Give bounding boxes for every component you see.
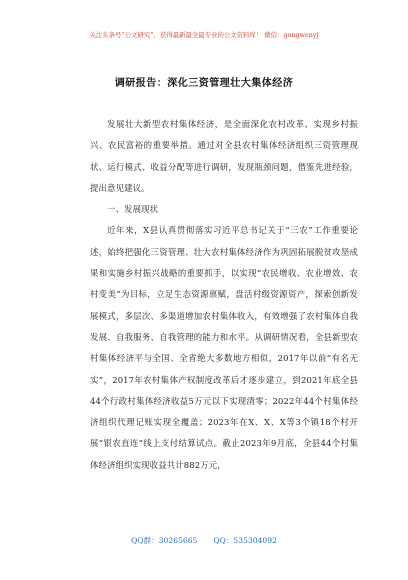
footer-qq-number: QQ：535304092: [213, 536, 277, 545]
document-body: [90, 114, 358, 476]
document-title: 调研报告：深化三资管理壮大集体经济: [114, 78, 294, 89]
header-promo-note: 关注头条号“公文研究”，获得最新最全最专业的公文资料库！ 微信：gongwenyj: [89, 31, 319, 39]
body-paragraph: 近年来，X县认真贯彻落实习近平总书记关于“三农”工作重要论述，始终把强化三资管理、壮大农村集体经济作为巩固拓展脱贫攻坚成果和实施乡村振兴战略的重要抓手，以实现“农民增收、农业增效、农村变美”为目标，立足生态资源禀赋，盘活村级资源资产，探索创新发展模式，多层次、多渠道增加农村集体收入，有效增强了农村集体自我发展、自我服务、自我管理的能力和水平。从调研情况看，全县新型农村集体经济平与全国、全省绝大多数地方相似，2017年以前“有名无实”，2017年农村集体产权制度改革后才逐步建立，到2021年底全县44个行政村集体经济收益5万元以下实现清零；2022年44个村集体经济组织代理记账实现全覆盖；2023年在X、X、X等3个镇18个村开展“银农直连”线上支付结算试点。截止2023年9月底，全县44个村集体经济组织实现收益共计882万元，: [90, 225, 358, 470]
footer-contact: [0, 535, 408, 546]
section-heading-development-status: 一、发展现状: [107, 204, 159, 215]
footer-qq-group: QQ群：30265665: [131, 536, 198, 545]
intro-paragraph: 发展壮大新型农村集体经济，是全面深化农村改革、实现乡村振兴、农民富裕的重要举措。通过对全县农村集体经济组织三资管理现状、运行模式、收益分配等进行调研，发现瓶颈问题，借鉴先进经验，提出意见建议。: [90, 119, 358, 193]
